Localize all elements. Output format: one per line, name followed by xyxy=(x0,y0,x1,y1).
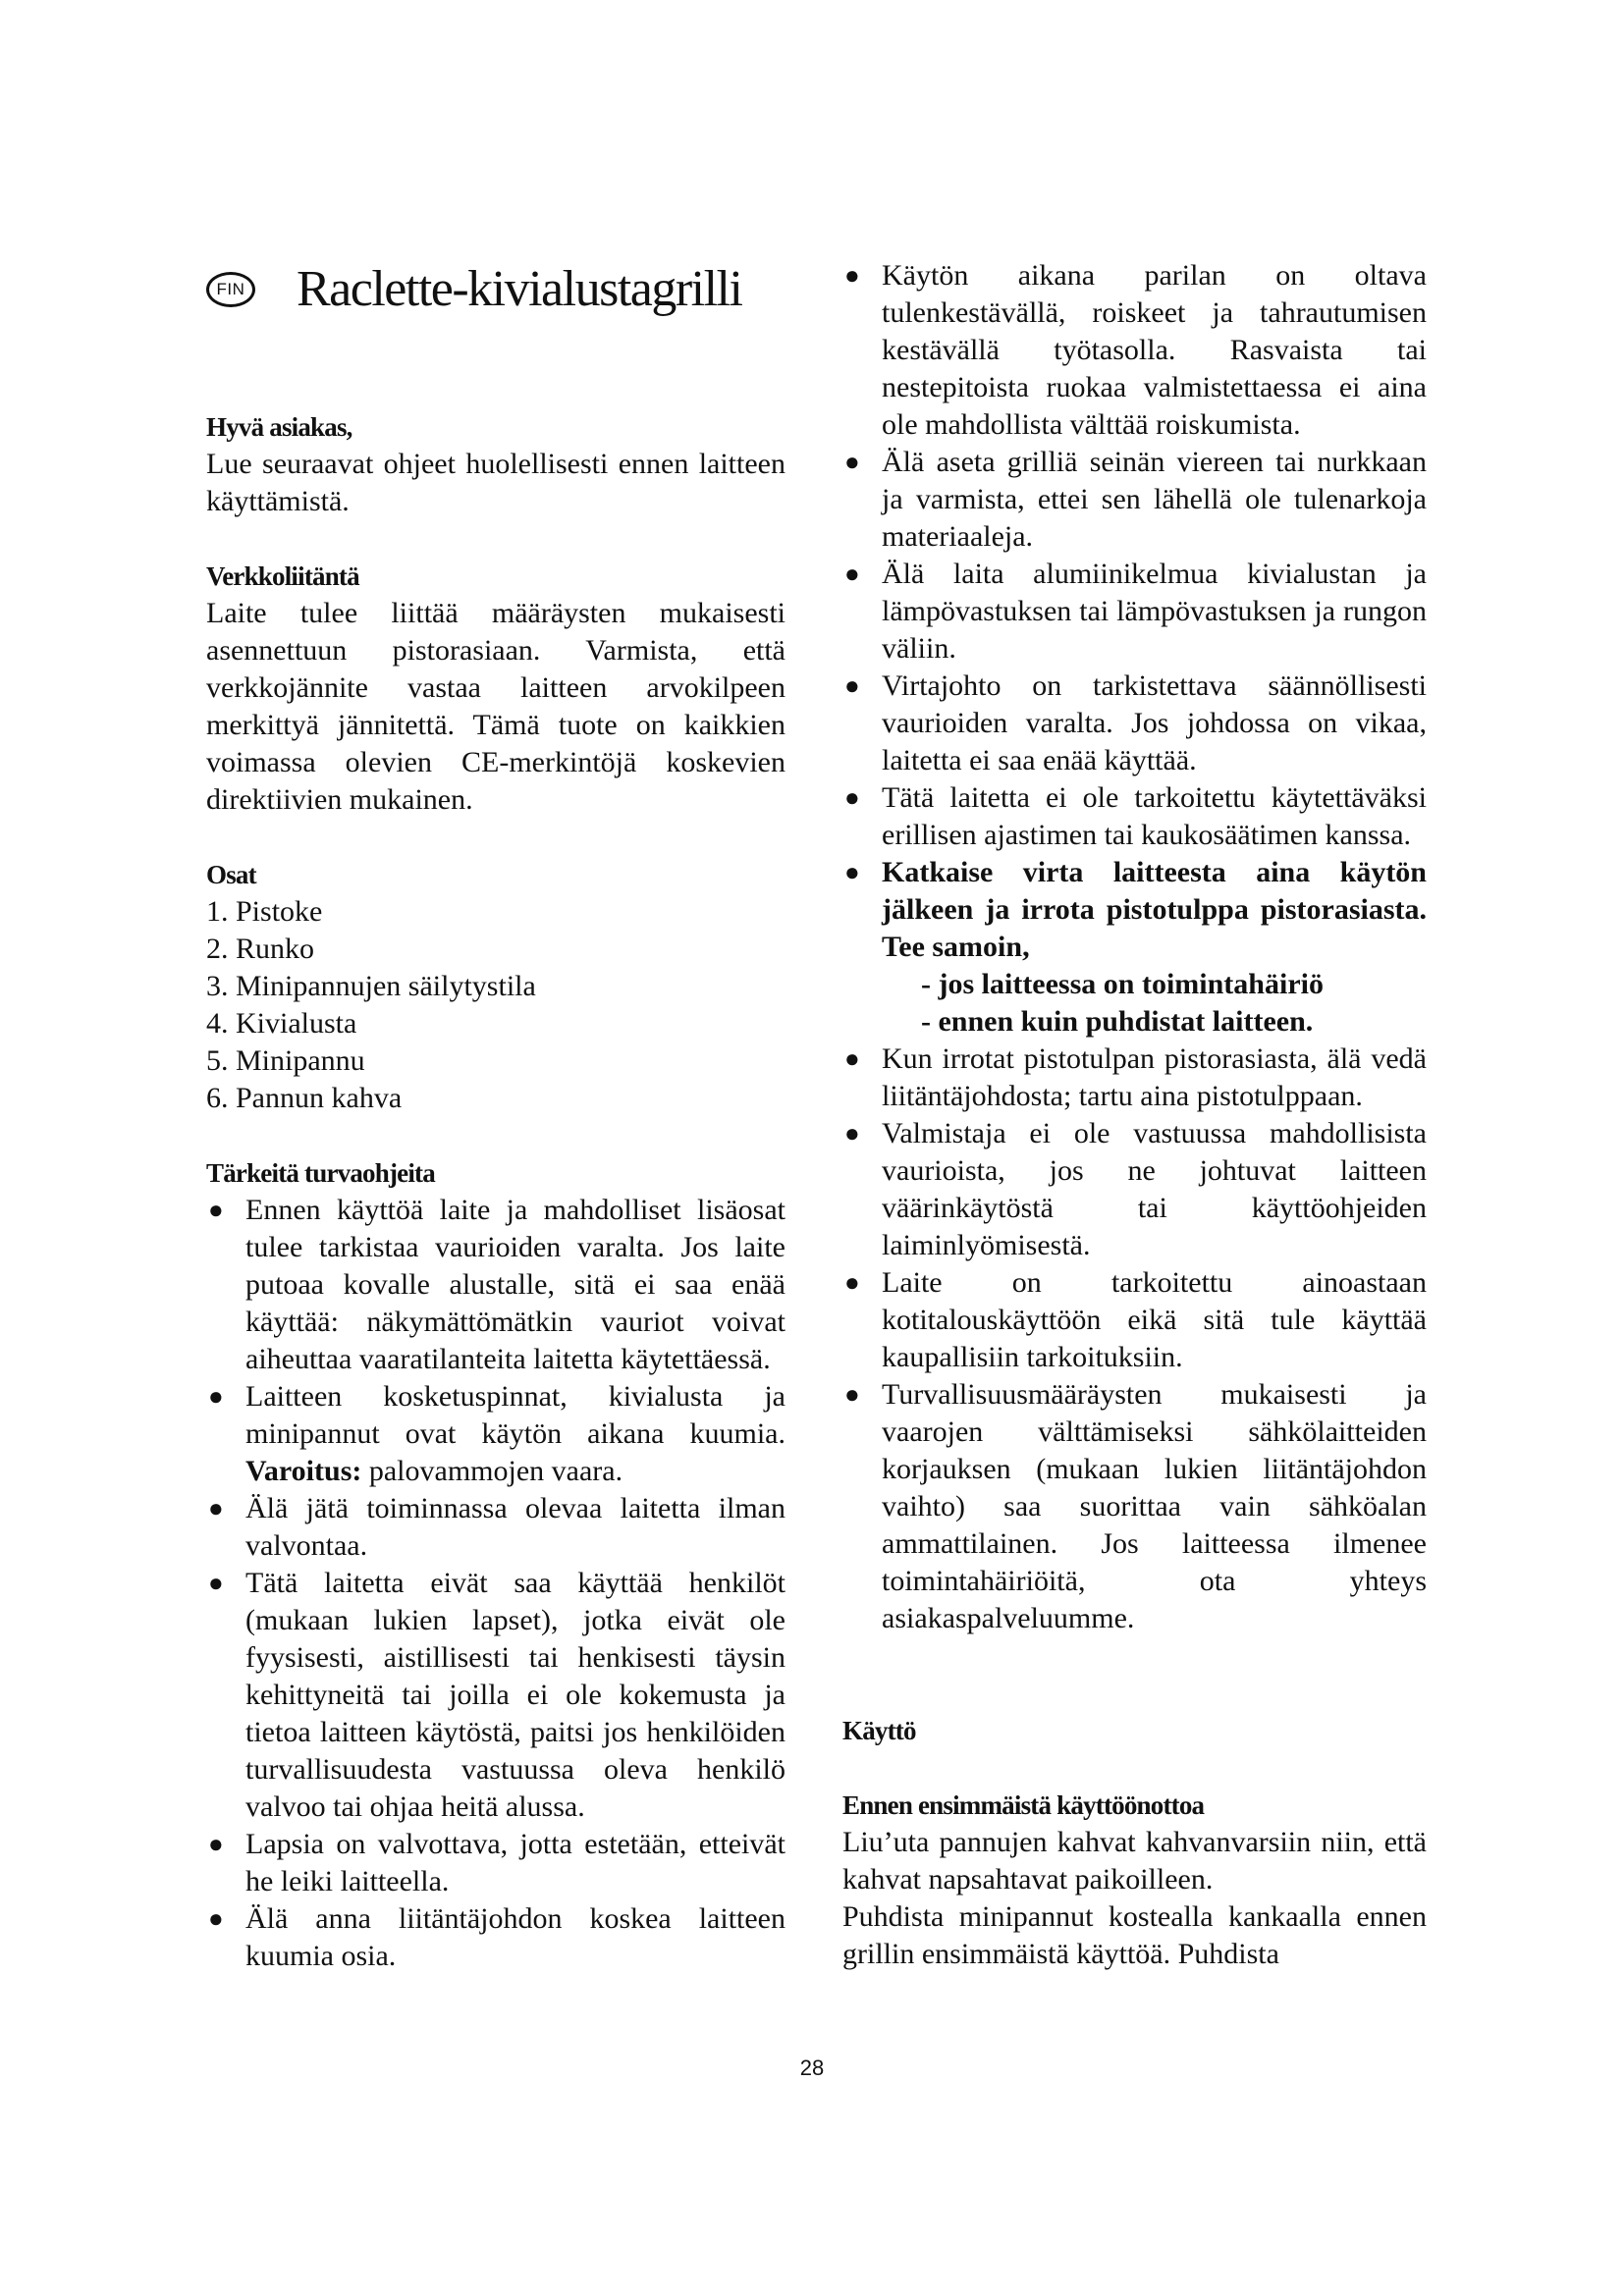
bullet-icon: ● xyxy=(844,783,860,812)
title-row xyxy=(206,257,785,322)
connection-heading: Verkkoliitäntä xyxy=(206,561,359,591)
greeting-heading: Hyvä asiakas, xyxy=(206,412,352,442)
safety-item xyxy=(842,779,1427,854)
safety-item xyxy=(842,556,1427,667)
safety-item xyxy=(206,1565,785,1826)
usage-heading: Käyttö xyxy=(842,1716,916,1745)
bullet-icon: ● xyxy=(844,1119,860,1148)
warning-label: Varoitus: xyxy=(245,1455,362,1487)
usage-text: Puhdista minipannut kostealla kankaalla ennen grillin ensimmäistä käyttöä. Puhdista xyxy=(842,1900,1427,1970)
safety-item-text: Laitteen kosketuspinnat, kivialusta ja minipannut ovat käytön aikana kuumia. xyxy=(245,1380,785,1450)
bullet-icon: ● xyxy=(208,1494,224,1522)
bullet-icon: ● xyxy=(844,261,860,290)
safety-item xyxy=(842,667,1427,779)
language-badge: FIN xyxy=(206,272,255,307)
safety-item-text: Valmistaja ei ole vastuussa mahdollisista vaurioista, jos ne johtuvat laitteen väärinkäytöstä tai käyttöohjeiden laiminlyömisestä. xyxy=(882,1117,1427,1261)
safety-item-text: Laite on tarkoitettu ainoastaan kotitalouskäyttöön eikä sitä tule käyttää kaupallisiin tarkoituksiin. xyxy=(882,1266,1427,1373)
safety-item-text: Kun irrotat pistotulpan pistorasiasta, älä vedä liitäntäjohdosta; tartu aina pistotulppaan. xyxy=(882,1042,1427,1112)
parts-list xyxy=(206,893,785,1117)
safety-item xyxy=(206,1490,785,1565)
safety-item xyxy=(842,444,1427,556)
safety-item-text: Älä anna liitäntäjohdon koskea laitteen kuumia osia. xyxy=(245,1902,785,1972)
safety-subitem: - jos laitteessa on toimintahäiriö xyxy=(921,968,1324,1000)
bullet-icon: ● xyxy=(844,858,860,886)
safety-list-right xyxy=(842,257,1427,1637)
bullet-icon: ● xyxy=(844,1268,860,1297)
warning-text: palovammojen vaara. xyxy=(361,1455,623,1487)
safety-item-text: Lapsia on valvottava, jotta estetään, etteivät he leiki laitteella. xyxy=(245,1828,785,1897)
safety-item-text: Tätä laitetta eivät saa käyttää henkilöt (mukaan lukien lapset), jotka eivät ole fyysisesti, aistillisesti tai henkisesti täysin kehittyneitä tai joilla ei ole kokemusta ja tietoa laitteen käytöstä, paitsi jos henkilöiden turvallisuudesta vastuussa oleva henkilö valvoo tai ohjaa heitä alussa. xyxy=(245,1567,785,1823)
page-title: Raclette-kivialustagrilli xyxy=(297,261,742,317)
safety-item xyxy=(842,1376,1427,1637)
bullet-icon: ● xyxy=(844,448,860,476)
bullet-icon: ● xyxy=(844,1380,860,1409)
safety-item xyxy=(842,1041,1427,1115)
safety-heading: Tärkeitä turvaohjeita xyxy=(206,1158,435,1188)
parts-item: 3. Minipannujen säilytystila xyxy=(206,970,536,1002)
safety-item-text: Katkaise virta laitteesta aina käytön jälkeen ja irrota pistotulppa pistorasiasta. Tee samoin, xyxy=(882,856,1427,963)
parts-item: 2. Runko xyxy=(206,933,315,965)
safety-list-left xyxy=(206,1192,785,1975)
safety-item xyxy=(206,1192,785,1378)
safety-item-text: Virtajohto on tarkistettava säännöllisesti vaurioiden varalta. Jos johdossa on vikaa, laitetta ei saa enää käyttää. xyxy=(882,669,1427,776)
safety-item-disconnect xyxy=(842,854,1427,1041)
usage-subheading: Ennen ensimmäistä käyttöönottoa xyxy=(842,1790,1205,1820)
safety-item-text: Turvallisuusmääräysten mukaisesti ja vaarojen välttämiseksi sähkölaitteiden korjauksen (mukaan lukien liitäntäjohdon vaihto) saa suorittaa vain sähköalan ammattilainen. Jos laitteessa ilmenee toimintahäiriöitä, ota yhteys asiakaspalveluumme. xyxy=(882,1378,1427,1634)
page-number: 28 xyxy=(799,2056,825,2080)
parts-item: 6. Pannun kahva xyxy=(206,1082,403,1114)
safety-item xyxy=(206,1378,785,1490)
safety-item xyxy=(206,1826,785,1900)
safety-item-text: Älä aseta grilliä seinän viereen tai nurkkaan ja varmista, ettei sen lähellä ole tulenarkoja materiaaleja. xyxy=(882,446,1427,553)
bullet-icon: ● xyxy=(844,1044,860,1073)
safety-item xyxy=(842,257,1427,444)
greeting-text: Lue seuraavat ohjeet huolellisesti ennen laitteen käyttämistä. xyxy=(206,448,785,517)
bullet-icon: ● xyxy=(208,1196,224,1224)
bullet-icon: ● xyxy=(208,1382,224,1411)
safety-item-text: Älä jätä toiminnassa olevaa laitetta ilman valvontaa. xyxy=(245,1492,785,1562)
safety-item xyxy=(206,1900,785,1975)
safety-subitem: - ennen kuin puhdistat laitteen. xyxy=(921,1005,1314,1038)
bullet-icon: ● xyxy=(208,1830,224,1858)
safety-item xyxy=(842,1115,1427,1264)
bullet-icon: ● xyxy=(208,1569,224,1597)
right-column xyxy=(842,257,1427,1973)
parts-item: 1. Pistoke xyxy=(206,895,323,928)
bullet-icon: ● xyxy=(844,671,860,700)
bullet-icon: ● xyxy=(844,560,860,588)
bullet-icon: ● xyxy=(208,1904,224,1933)
parts-item: 4. Kivialusta xyxy=(206,1007,357,1040)
left-column xyxy=(206,257,785,1975)
safety-item-text: Tätä laitetta ei ole tarkoitettu käytettäväksi erillisen ajastimen tai kaukosäätimen kanssa. xyxy=(882,781,1427,851)
safety-item-text: Ennen käyttöä laite ja mahdolliset lisäosat tulee tarkistaa vaurioiden varalta. Jos laite putoaa kovalle alustalle, sitä ei saa enää käyttää: näkymättömätkin vauriot voivat aiheuttaa vaaratilanteita laitetta käytettäessä. xyxy=(245,1194,785,1375)
parts-item: 5. Minipannu xyxy=(206,1044,365,1077)
connection-text: Laite tulee liittää määräysten mukaisesti asennettuun pistorasiaan. Varmista, että verkkojännite vastaa laitteen arvokilpeen merkittyä jännitettä. Tämä tuote on kaikkien voimassa olevien CE-merkintöjä koskevien direktiivien mukainen. xyxy=(206,597,785,816)
safety-item-text: Älä laita alumiinikelmua kivialustan ja lämpövastuksen tai lämpövastuksen ja rungon väliin. xyxy=(882,558,1427,665)
parts-heading: Osat xyxy=(206,860,256,889)
usage-text: Liu’uta pannujen kahvat kahvanvarsiin niin, että kahvat napsahtavat paikoilleen. xyxy=(842,1826,1427,1896)
safety-item-text: Käytön aikana parilan on oltava tulenkestävällä, roiskeet ja tahrautumisen kestävällä työtasolla. Rasvaista tai nestepitoista ruokaa valmistettaessa ei aina ole mahdollista välttää roiskumista. xyxy=(882,259,1427,441)
safety-item xyxy=(842,1264,1427,1376)
